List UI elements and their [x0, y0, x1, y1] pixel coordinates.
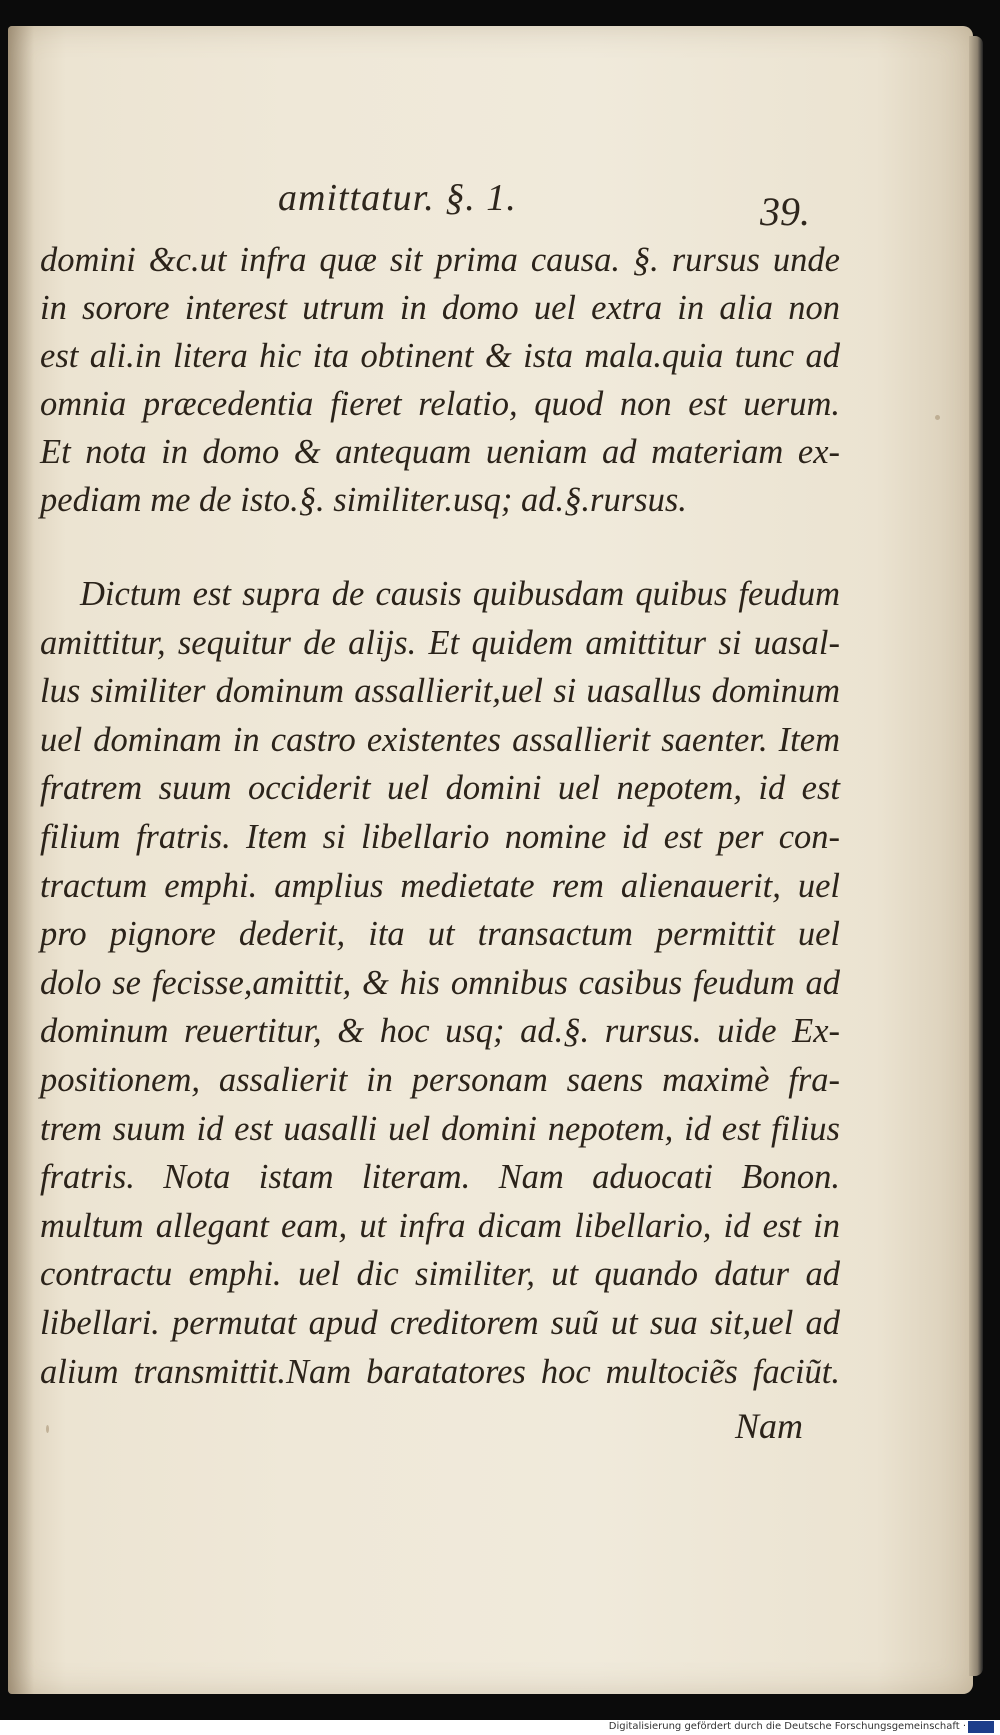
text-line: alium transmittit.Nam baratatores hoc multociẽs faciũt.: [40, 1352, 840, 1391]
page-edge: [969, 36, 983, 1676]
text-line: est ali.in litera hic ita obtinent & ista mala.quia tunc ad: [40, 337, 840, 375]
text-line: positionem, assalierit in personam saens maximè fra-: [40, 1060, 840, 1099]
catchword: Nam: [735, 1406, 804, 1446]
text-line: Dictum est supra de causis quibusdam quibus feudum: [80, 575, 840, 613]
text-line: pediam me de isto.§. similiter.usq; ad.§.rursus.: [40, 481, 687, 519]
text-line: domini &c.ut infra quæ sit prima causa. §. rursus unde: [40, 241, 840, 279]
text-line: uel dominam in castro existentes assallierit saenter. Item: [40, 720, 840, 759]
text-line: filium fratris. Item si libellario nomine id est per con-: [40, 817, 840, 856]
text-line: multum allegant eam, ut infra dicam libellario, id est in: [40, 1206, 840, 1245]
text-line: pro pignore dederit, ita ut transactum permittit uel: [40, 915, 840, 954]
dfg-logo: [968, 1721, 994, 1733]
text-line: libellari. permutat apud creditorem suũ ut sua sit,uel ad: [40, 1303, 840, 1342]
running-head: amittatur. §. 1.: [278, 177, 517, 219]
text-line: Et nota in domo & antequam ueniam ad materiam ex-: [40, 433, 840, 471]
text-line: trem suum id est uasalli uel domini nepotem, id est filius: [40, 1109, 840, 1148]
text-line: contractu emphi. uel dic similiter, ut quando datur ad: [40, 1255, 840, 1294]
page-number: 39.: [760, 189, 810, 234]
text-line: amittitur, sequitur de alijs. Et quidem amittitur si uasal-: [40, 623, 840, 662]
gutter-shadow: [8, 26, 34, 1694]
paper-speck: [46, 1425, 49, 1433]
text-line: dominum reuertitur, & hoc usq; ad.§. rursus. uide Ex-: [40, 1012, 840, 1051]
paper-speck: [935, 415, 940, 420]
text-line: in sorore interest utrum in domo uel extra in alia non: [40, 289, 840, 327]
text-line: omnia præcedentia fieret relatio, quod non est uerum.: [40, 385, 840, 423]
paragraph-1: [40, 236, 840, 524]
paragraph-2: [40, 570, 840, 1396]
text-line: tractum emphi. amplius medietate rem alienauerit, uel: [40, 866, 840, 905]
text-line: fratrem suum occiderit uel domini uel nepotem, id est: [40, 769, 840, 808]
text-line: fratris. Nota istam literam. Nam aduocati Bonon.: [40, 1158, 840, 1197]
text-line: lus similiter dominum assallierit,uel si uasallus dominum: [40, 672, 840, 711]
text-line: dolo se fecisse,amittit, & his omnibus casibus feudum ad: [40, 963, 840, 1002]
footer-credit: Digitalisierung gefördert durch die Deutsche Forschungsgemeinschaft ·: [608, 1721, 966, 1732]
